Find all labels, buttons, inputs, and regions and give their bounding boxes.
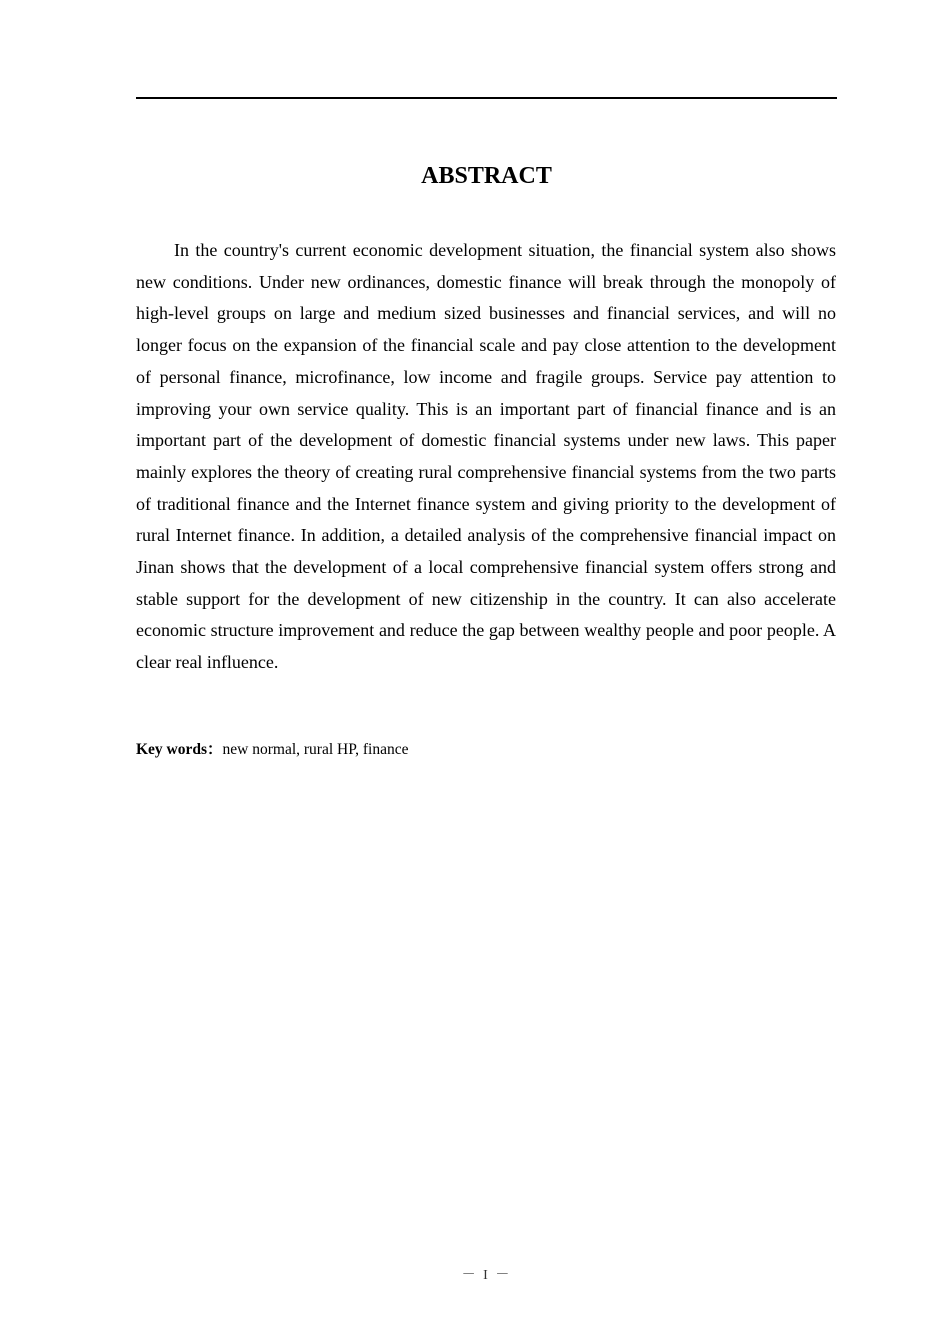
header-rule [136,97,837,99]
keywords-line [136,739,836,761]
abstract-body: In the country's current economic development situation, the financial system also shows new conditions. Under new ordinances, domestic finance will break through the monopoly of high-level groups on large and medium sized businesses and financial services, and will no longer focus on the expansion of the financial scale and pay close attention to the development of personal finance, microfinance, low income and fragile groups. Service pay attention to improving your own service quality. This is an important part of financial finance and is an important part of the development of domestic financial systems under new laws. This paper mainly explores the theory of creating rural comprehensive financial systems from the two parts of traditional finance and the Internet finance system and giving priority to the development of rural Internet finance. In addition, a detailed analysis of the comprehensive financial impact on Jinan shows that the development of a local comprehensive financial system offers strong and stable support for the development of new citizenship in the country. It can also accelerate economic structure improvement and reduce the gap between wealthy people and poor people. A clear real influence. [136,240,836,673]
keywords-value: new normal, rural HP, finance [222,741,409,758]
abstract-title: ABSTRACT [421,163,552,189]
page-number: － I － [461,1268,512,1283]
keywords-label: Key words： [136,741,223,758]
